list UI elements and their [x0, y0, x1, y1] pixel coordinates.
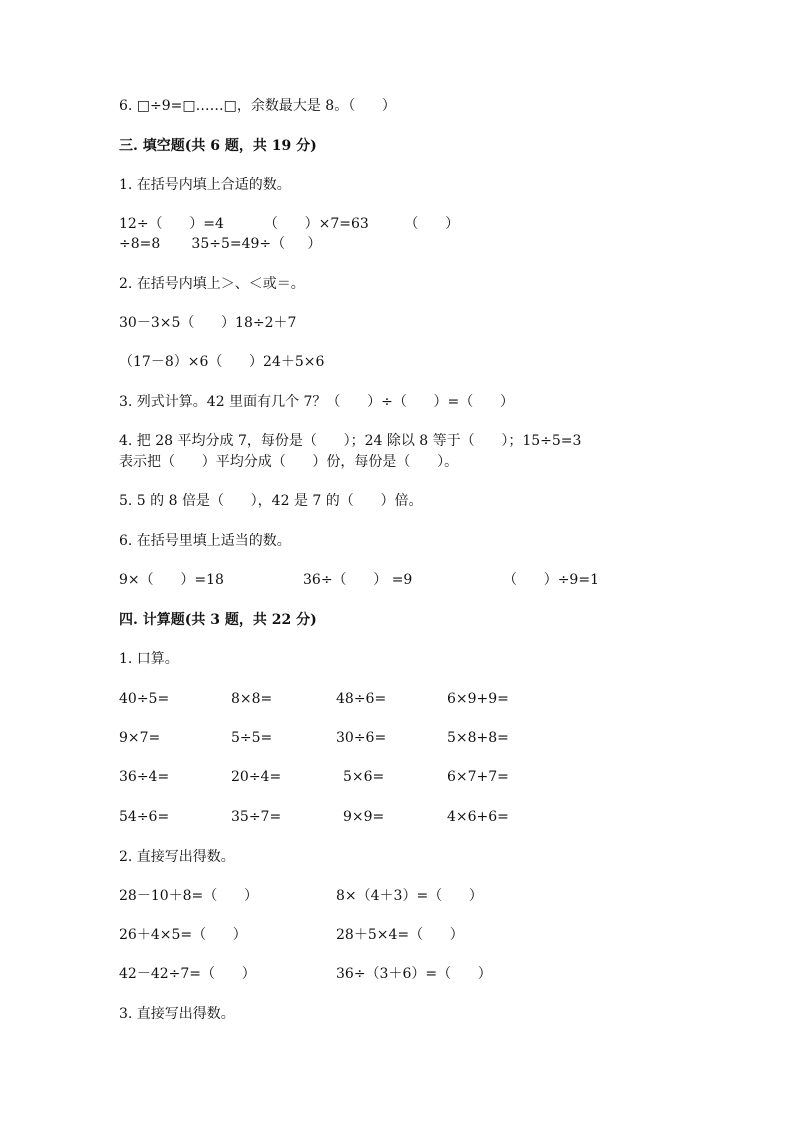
question-3-2-prompt: 2. 在括号内填上＞、＜或＝。 [119, 276, 305, 292]
oral-calc-item: 5÷5= [231, 730, 273, 746]
oral-calc-item: 6×9+9= [447, 691, 509, 707]
oral-calc-item: 20÷4= [231, 769, 282, 785]
direct-calc-item: 28＋5×4=（ ） [336, 927, 464, 943]
question-3-1-prompt: 1. 在括号内填上合适的数。 [119, 177, 291, 193]
oral-calc-item: 5×6= [343, 769, 385, 785]
question-3-2-line-1: 30－3×5（ ）18÷2＋7 [119, 315, 297, 331]
question-3-6-item: （ ）÷9=1 [503, 572, 599, 588]
oral-calc-item: 6×7+7= [447, 769, 509, 785]
section-4-heading: 四. 计算题(共 3 题，共 22 分) [119, 612, 317, 628]
question-3-3: 3. 列式计算。42 里面有几个 7？（ ）÷（ ）=（ ） [119, 394, 514, 410]
direct-calc-item: 36÷（3＋6）=（ ） [336, 966, 492, 982]
direct-calc-item: 42－42÷7=（ ） [119, 966, 256, 982]
oral-calc-item: 9×9= [343, 809, 385, 825]
question-3-4-line-2: 表示把（ ）平均分成（ ）份，每份是（ ）。 [119, 454, 459, 470]
oral-calc-item: 54÷6= [119, 809, 170, 825]
question-3-6-prompt: 6. 在括号里填上适当的数。 [119, 533, 291, 549]
direct-calc-item: 26＋4×5=（ ） [119, 927, 247, 943]
question-2-6: 6. □÷9=□……□，余数最大是 8。（ ） [119, 98, 396, 114]
question-4-3-prompt: 3. 直接写出得数。 [119, 1006, 235, 1022]
question-3-6-item: 9×（ ）=18 [119, 572, 224, 588]
question-4-1-prompt: 1. 口算。 [119, 651, 179, 667]
oral-calc-item: 48÷6= [336, 691, 387, 707]
oral-calc-item: 40÷5= [119, 691, 170, 707]
question-3-6-item: 36÷（ ） =9 [303, 572, 413, 588]
question-3-5: 5. 5 的 8 倍是（ ），42 是 7 的（ ）倍。 [119, 493, 423, 509]
oral-calc-item: 30÷6= [336, 730, 387, 746]
question-3-1-line-1: 12÷（ ）=4 （ ）×7=63 （ ） [119, 216, 460, 232]
question-3-2-line-2: （17－8）×6（ ）24＋5×6 [119, 354, 325, 370]
question-3-1-line-2: ÷8=8 35÷5=49÷（ ） [119, 236, 322, 252]
oral-calc-item: 9×7= [119, 730, 161, 746]
oral-calc-item: 8×8= [231, 691, 273, 707]
section-3-heading: 三. 填空题(共 6 题，共 19 分) [119, 138, 317, 154]
direct-calc-item: 28－10＋8=（ ） [119, 888, 258, 904]
oral-calc-item: 35÷7= [231, 809, 282, 825]
question-4-2-prompt: 2. 直接写出得数。 [119, 849, 235, 865]
oral-calc-item: 4×6+6= [447, 809, 509, 825]
direct-calc-item: 8×（4＋3）=（ ） [336, 888, 483, 904]
question-3-4-line-1: 4. 把 28 平均分成 7，每份是（ ）；24 除以 8 等于（ ）；15÷5=3 [119, 433, 582, 449]
oral-calc-item: 36÷4= [119, 769, 170, 785]
oral-calc-item: 5×8+8= [447, 730, 509, 746]
